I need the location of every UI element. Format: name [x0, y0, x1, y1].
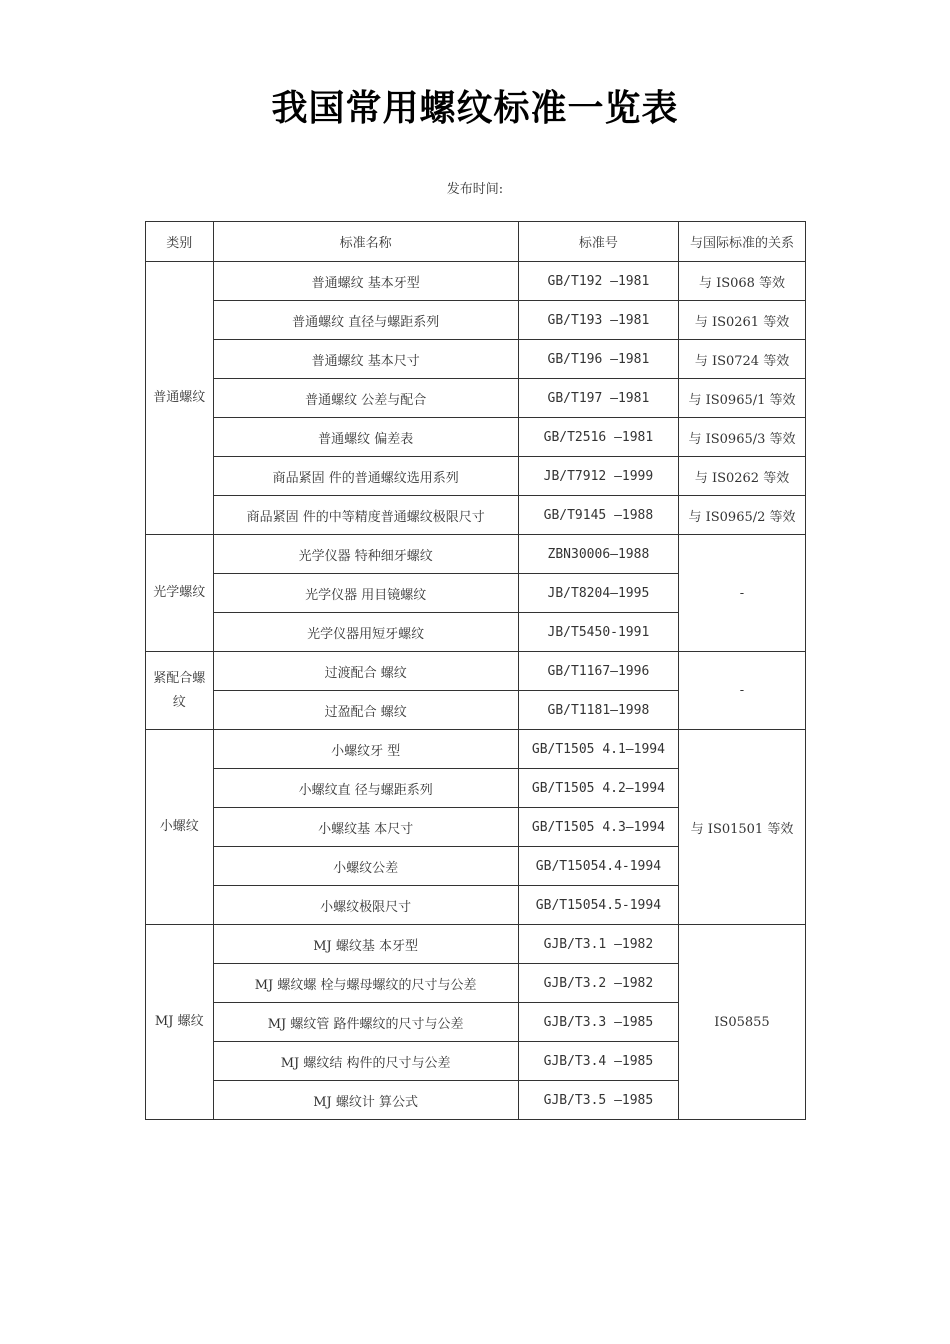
standard-number: JB/T8204—1995	[518, 574, 678, 613]
relation-cell: -	[679, 535, 806, 652]
standard-number: GB/T1505 4.1—1994	[518, 730, 678, 769]
standard-number: GJB/T3.5 —1985	[518, 1081, 678, 1120]
standard-number: GB/T1167—1996	[518, 652, 678, 691]
relation-cell: 与 IS0965/1 等效	[679, 379, 806, 418]
standard-name: 小螺纹直 径与螺距系列	[213, 769, 518, 808]
header-international-relation: 与国际标准的关系	[679, 222, 806, 262]
standard-name: 普通螺纹 公差与配合	[213, 379, 518, 418]
standard-name: 商品紧固 件的普通螺纹选用系列	[213, 457, 518, 496]
standard-name: MJ 螺纹管 路件螺纹的尺寸与公差	[213, 1003, 518, 1042]
standard-number: GB/T1505 4.3—1994	[518, 808, 678, 847]
header-standard-name: 标准名称	[213, 222, 518, 262]
standard-number: GB/T2516 —1981	[518, 418, 678, 457]
standard-number: GJB/T3.1 —1982	[518, 925, 678, 964]
table-row	[146, 535, 806, 574]
relation-cell: 与 IS0965/3 等效	[679, 418, 806, 457]
standard-number: GB/T9145 —1988	[518, 496, 678, 535]
standard-number: GB/T192 —1981	[518, 262, 678, 301]
category-cell: 普通螺纹	[146, 262, 214, 535]
table-row	[146, 457, 806, 496]
table-row	[146, 262, 806, 301]
category-cell: 紧配合螺纹	[146, 652, 214, 730]
standard-name: 普通螺纹 偏差表	[213, 418, 518, 457]
standard-name: 光学仪器 用目镜螺纹	[213, 574, 518, 613]
category-cell: 小螺纹	[146, 730, 214, 925]
standard-number: GB/T15054.5-1994	[518, 886, 678, 925]
standard-name: 过渡配合 螺纹	[213, 652, 518, 691]
header-category: 类别	[146, 222, 214, 262]
standard-number: JB/T5450-1991	[518, 613, 678, 652]
table-row	[146, 340, 806, 379]
table-row	[146, 418, 806, 457]
standard-name: 普通螺纹 基本尺寸	[213, 340, 518, 379]
relation-cell: 与 IS068 等效	[679, 262, 806, 301]
table-row	[146, 730, 806, 769]
standard-number: ZBN30006—1988	[518, 535, 678, 574]
standard-number: JB/T7912 —1999	[518, 457, 678, 496]
standard-name: 普通螺纹 直径与螺距系列	[213, 301, 518, 340]
standard-name: 普通螺纹 基本牙型	[213, 262, 518, 301]
table-row	[146, 925, 806, 964]
relation-cell: 与 IS0261 等效	[679, 301, 806, 340]
standard-number: GJB/T3.4 —1985	[518, 1042, 678, 1081]
table-header-row	[146, 222, 806, 262]
standard-name: MJ 螺纹结 构件的尺寸与公差	[213, 1042, 518, 1081]
relation-cell: IS05855	[679, 925, 806, 1120]
table-row	[146, 496, 806, 535]
standard-name: 小螺纹牙 型	[213, 730, 518, 769]
standard-name: 光学仪器用短牙螺纹	[213, 613, 518, 652]
standard-number: GB/T193 —1981	[518, 301, 678, 340]
standard-name: 商品紧固 件的中等精度普通螺纹极限尺寸	[213, 496, 518, 535]
standard-number: GB/T15054.4-1994	[518, 847, 678, 886]
category-cell: MJ 螺纹	[146, 925, 214, 1120]
relation-cell: 与 IS0724 等效	[679, 340, 806, 379]
standard-number: GJB/T3.3 —1985	[518, 1003, 678, 1042]
standard-name: MJ 螺纹基 本牙型	[213, 925, 518, 964]
relation-cell: 与 IS0262 等效	[679, 457, 806, 496]
standard-name: MJ 螺纹螺 栓与螺母螺纹的尺寸与公差	[213, 964, 518, 1003]
header-standard-number: 标准号	[518, 222, 678, 262]
category-cell: 光学螺纹	[146, 535, 214, 652]
standard-number: GB/T1505 4.2—1994	[518, 769, 678, 808]
standard-name: 小螺纹基 本尺寸	[213, 808, 518, 847]
standard-name: 光学仪器 特种细牙螺纹	[213, 535, 518, 574]
standard-number: GJB/T3.2 —1982	[518, 964, 678, 1003]
page-title: 我国常用螺纹标准一览表	[271, 87, 679, 129]
standard-number: GB/T196 —1981	[518, 340, 678, 379]
publish-time-label: 发布时间:	[446, 182, 504, 197]
relation-cell: 与 IS0965/2 等效	[679, 496, 806, 535]
relation-cell: -	[679, 652, 806, 730]
standards-table	[145, 221, 806, 1120]
standard-name: 过盈配合 螺纹	[213, 691, 518, 730]
standard-number: GB/T197 —1981	[518, 379, 678, 418]
standard-name: 小螺纹极限尺寸	[213, 886, 518, 925]
relation-cell: 与 IS01501 等效	[679, 730, 806, 925]
standard-name: 小螺纹公差	[213, 847, 518, 886]
standard-name: MJ 螺纹计 算公式	[213, 1081, 518, 1120]
table-row	[146, 301, 806, 340]
standard-number: GB/T1181—1998	[518, 691, 678, 730]
table-row	[146, 652, 806, 691]
table-row	[146, 379, 806, 418]
